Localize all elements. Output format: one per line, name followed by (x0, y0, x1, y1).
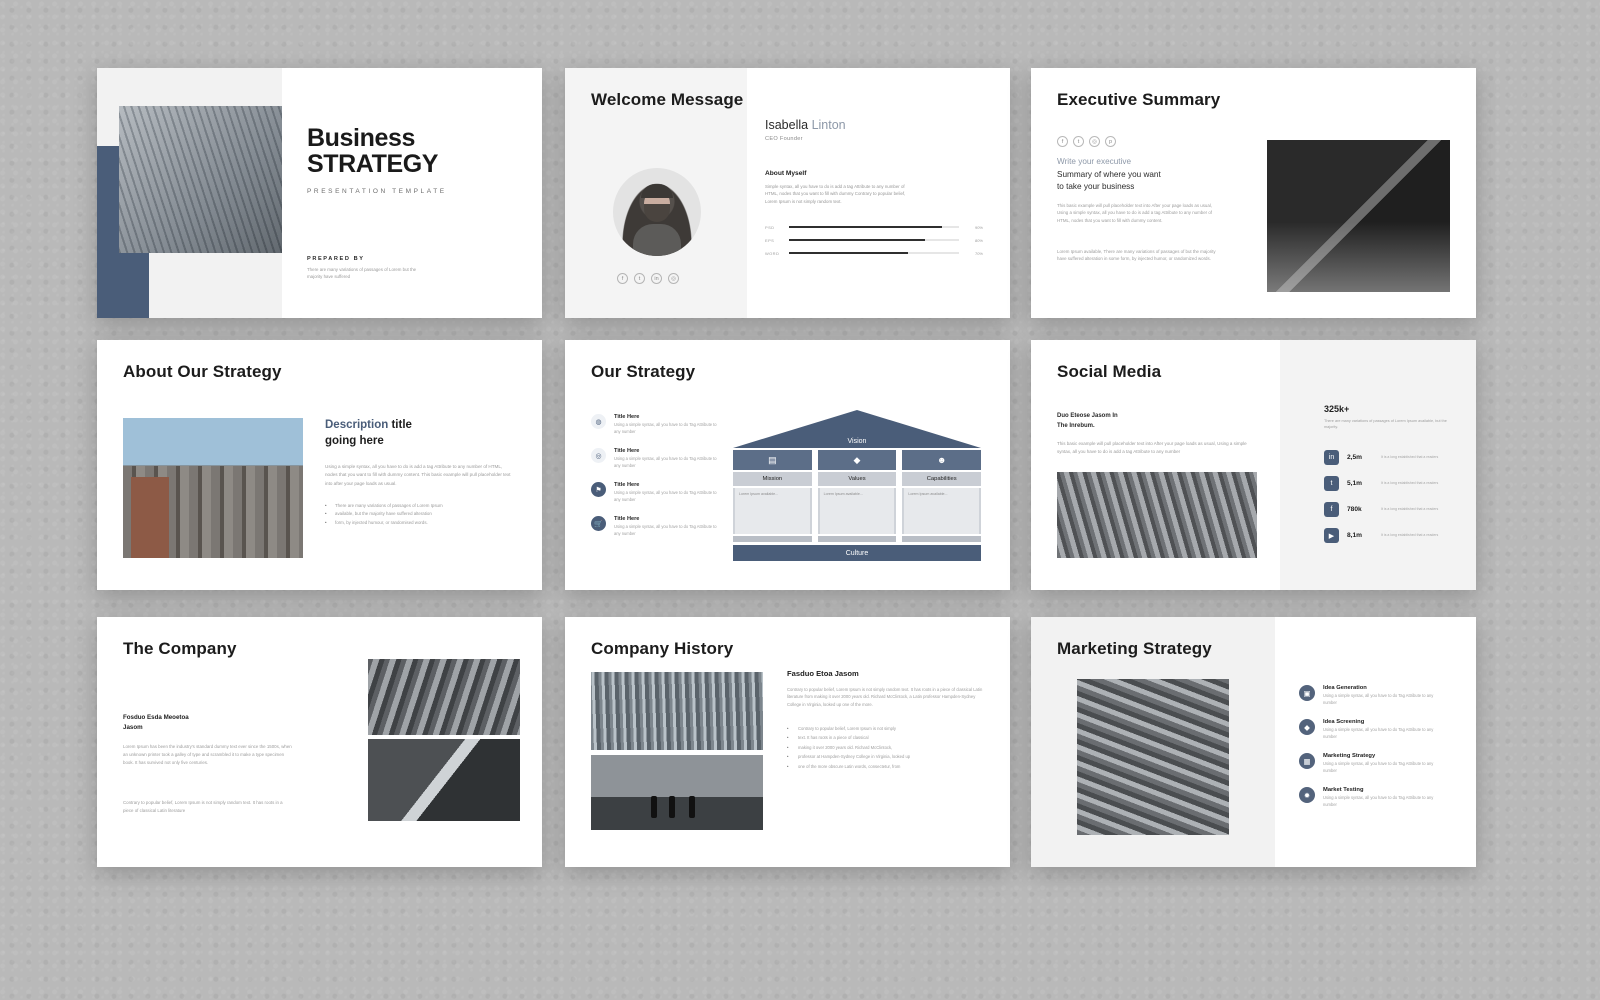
skill-value: 90% (974, 224, 983, 230)
roof-label: Vision (847, 438, 867, 445)
item-text: Using a simple syntax, all you have to do Tag Attribute to any number (614, 456, 717, 468)
description-title-line-2: going here (325, 434, 384, 447)
slide-social-media[interactable] (1031, 340, 1476, 590)
list-item: • making it over 2000 years old. Richard McClintock, (787, 743, 983, 752)
linkedin-icon[interactable]: in (651, 273, 662, 284)
target-icon: ◎ (591, 448, 606, 463)
monitor-icon: ▣ (1299, 685, 1315, 701)
list-item (1299, 753, 1447, 774)
summary-lead-line-2: Summary of where you want (1057, 169, 1161, 179)
pillar-base (902, 536, 981, 542)
slide-marketing-strategy[interactable] (1031, 617, 1476, 867)
description-block (325, 418, 515, 527)
page-title: Company History (591, 639, 734, 658)
people-icon: ☻ (902, 450, 981, 470)
description-title-accent: Description (325, 419, 392, 431)
social-subheading-line-2: The Inrebum. (1057, 422, 1095, 429)
person-last-name: Linton (811, 118, 846, 132)
company-subheading (123, 713, 273, 732)
pillar-name: Mission (733, 472, 812, 486)
title-subtitle: PRESENTATION TEMPLATE (307, 188, 447, 195)
pillar (902, 450, 981, 542)
skill-label: WORD (765, 250, 780, 256)
summary-lead-line-3: to take your business (1057, 182, 1135, 192)
photo-panel (131, 477, 169, 558)
slide-welcome-message[interactable] (565, 68, 1010, 318)
avatar-beard (644, 204, 670, 222)
twitter-icon[interactable]: t (1073, 136, 1084, 147)
person-role: CEO Founder (765, 136, 803, 142)
gear-icon: ✹ (1299, 787, 1315, 803)
about-body: Simple syntax, all you have to do is add a tag Attribute to any number of HTML, nodes that you want to fill with dummy Contrary to popular belief, Lorem Ipsum is not simply random text. (765, 184, 906, 204)
list-item (591, 482, 721, 503)
pillar-base (733, 536, 812, 542)
list-item[interactable] (1324, 476, 1438, 491)
skyscraper-photo (1077, 679, 1229, 835)
title-line-1: Business (307, 124, 415, 152)
skill-track (789, 239, 959, 241)
list-item (1299, 685, 1447, 706)
pillar-name: Values (818, 472, 897, 486)
temple-pillars (733, 450, 981, 542)
list-item: • text. It has roots in a piece of classical (787, 733, 983, 742)
follower-count: 325k+ (1324, 404, 1350, 414)
social-subheading-line-1: Duo Eteose Jasom In (1057, 413, 1118, 419)
prepared-by-block (307, 256, 427, 280)
channel-list (1324, 450, 1438, 554)
company-paragraph-2: Contrary to popular belief, Lorem Ipsum is not simply random text. It has roots in a piece of classical Latin literature (123, 800, 283, 813)
list-item: • form, by injected humour, or randomised words. (325, 519, 515, 527)
title-line-2: STRATEGY (307, 150, 439, 178)
item-text: Using a simple syntax, all you have to do Tag Attribute to any number (1323, 795, 1434, 807)
slide-company-history[interactable] (565, 617, 1010, 867)
history-body: Contrary to popular belief, Lorem Ipsum is not simply random text. It has roots in a piece of classical Latin literature from making it over 2000 years old. Richard McClintock, a Latin professor Hampden-Sydney College in Virginia, looked up one of the more. (787, 687, 983, 707)
item-title: Title Here (614, 414, 640, 420)
structure-photo (591, 672, 763, 750)
skill-row (765, 251, 983, 256)
skill-bars (765, 225, 983, 256)
item-text: Using a simple syntax, all you have to do Tag Attribute to any number (1323, 761, 1434, 773)
summary-lead (1057, 156, 1207, 194)
channel-note: It is a long established that a readers (1381, 454, 1439, 459)
channel-value: 780k (1347, 506, 1362, 513)
pillar-text: Lorem Ipsum available... (902, 488, 981, 534)
building-photo (119, 106, 282, 253)
bullet-list (787, 724, 983, 771)
facebook-icon[interactable]: f (1324, 502, 1339, 517)
list-item (591, 414, 721, 435)
temple-floor-label: Culture (733, 545, 981, 561)
pillar-text: Lorem Ipsum available... (733, 488, 812, 534)
facebook-icon[interactable]: f (617, 273, 628, 284)
photo-person (651, 796, 657, 818)
youtube-icon[interactable]: ▶ (1324, 528, 1339, 543)
description-title (325, 418, 515, 449)
channel-value: 5,1m (1347, 480, 1363, 487)
social-links[interactable] (617, 273, 679, 284)
list-item (591, 448, 721, 469)
page-title: Our Strategy (591, 362, 696, 381)
skill-value: 80% (974, 237, 983, 243)
skill-fill (789, 226, 942, 228)
avatar-hair (641, 184, 673, 198)
skill-label: EPS (765, 237, 775, 243)
item-text: Using a simple syntax, all you have to do Tag Attribute to any number (614, 490, 717, 502)
skill-label: PSD (765, 224, 775, 230)
item-text: Using a simple syntax, all you have to do Tag Attribute to any number (1323, 693, 1434, 705)
twitter-icon[interactable]: t (634, 273, 645, 284)
facebook-icon[interactable]: f (1057, 136, 1068, 147)
instagram-icon[interactable]: ◎ (668, 273, 679, 284)
people-photo (591, 755, 763, 830)
item-text: Using a simple syntax, all you have to do Tag Attribute to any number (614, 422, 717, 434)
diamond-icon: ◆ (1299, 719, 1315, 735)
bullet-list (325, 502, 515, 527)
list-item: • Contrary to popular belief, Lorem Ipsum is not simply (787, 724, 983, 733)
page-title: The Company (123, 639, 237, 658)
history-text-block (787, 669, 983, 771)
item-title: Title Here (614, 516, 640, 523)
list-item[interactable] (1324, 502, 1438, 517)
follower-count-note: There are many variations of passages of Lorem Ipsum available, but the majority. (1324, 419, 1447, 430)
page-title: Welcome Message (591, 90, 744, 109)
history-subheading: Fasduo Etoa Jasom (787, 669, 859, 678)
instagram-icon[interactable]: ◎ (1089, 136, 1100, 147)
person-name (765, 118, 983, 132)
item-title: Idea Generation (1323, 685, 1367, 691)
pillar-text: Lorem Ipsum available... (818, 488, 897, 534)
about-heading: About Myself (765, 170, 807, 177)
item-title: Title Here (614, 448, 640, 455)
page-title: Executive Summary (1057, 90, 1221, 109)
company-subheading-line-2: Jasom (123, 723, 143, 731)
building-photo (123, 418, 303, 558)
skill-track (789, 252, 959, 254)
list-item (591, 516, 721, 537)
channel-note: It is a long established that a readers (1381, 480, 1439, 485)
list-item: • available, but the majority have suffered alteration (325, 510, 515, 518)
list-item: • one of the more obscure Latin words, consectetur, from (787, 762, 983, 771)
list-item: • There are many variations of passages of Lorem Ipsum (325, 502, 515, 510)
skill-track (789, 226, 959, 228)
strategy-item-list (591, 414, 721, 550)
list-item (1299, 719, 1447, 740)
page-title: Marketing Strategy (1057, 639, 1212, 658)
twitter-icon[interactable]: t (1324, 476, 1339, 491)
item-text: Using a simple syntax, all you have to do Tag Attribute to any number (1323, 727, 1434, 739)
skill-value: 70% (974, 250, 983, 256)
avatar-body (633, 224, 681, 256)
slide-title[interactable] (97, 68, 542, 318)
item-text: Using a simple syntax, all you have to do Tag Attribute to any number (614, 524, 717, 536)
person-first-name: Isabella (765, 118, 809, 132)
marketing-item-list (1299, 685, 1447, 821)
globe-icon: ◍ (591, 414, 606, 429)
slide-about-our-strategy[interactable] (97, 340, 542, 590)
social-subheading (1057, 412, 1118, 431)
pillar (733, 450, 812, 542)
pinterest-icon[interactable]: p (1105, 136, 1116, 147)
list-item (1299, 787, 1447, 808)
social-body: This basic example will pull placeholder text into After your page loads as usual, Using a simple syntax, all you have to do is add a tag Attribute to any number (1057, 441, 1247, 454)
item-title: Idea Screening (1323, 719, 1365, 726)
prepared-by-text: There are many variations of passages of Lorem but the majority have suffered (307, 267, 417, 280)
description-body: Using a simple syntax, all you have to do is add a tag Attribute to any number of HTML, nodes that you want to fill with dummy content. This basic example will pull placeholder text into after your page loads as usual. (325, 464, 511, 486)
photo-person (689, 796, 695, 818)
chart-icon: ▦ (1299, 753, 1315, 769)
item-title: Title Here (614, 482, 640, 489)
stats-panel (1280, 340, 1476, 590)
building-corner-photo (368, 739, 520, 821)
channel-value: 2,5m (1347, 454, 1363, 461)
list-item[interactable] (1324, 450, 1438, 465)
architecture-photo (1267, 140, 1450, 292)
company-subheading-line-1: Fosduo Esda Meoetoa (123, 714, 189, 721)
skill-fill (789, 239, 925, 241)
channel-value: 8,1m (1347, 532, 1363, 539)
list-item[interactable] (1324, 528, 1438, 543)
photo-person (669, 796, 675, 818)
diamond-icon: ◆ (818, 450, 897, 470)
skill-row (765, 225, 983, 230)
description-title-bold: title (391, 419, 412, 431)
pillar-name: Capabilities (902, 472, 981, 486)
item-title: Market Testing (1323, 787, 1364, 794)
cart-icon: 🛒 (591, 516, 606, 531)
page-title: Social Media (1057, 362, 1162, 381)
summary-paragraph-1: This basic example will pull placeholder text into After your page loads as usual, Using a simple syntax, all you have to do is add a tag Attribute to any number of HTML, nodes that you want to fill with dummy content. (1057, 203, 1212, 223)
linkedin-icon[interactable]: in (1324, 450, 1339, 465)
slide-the-company[interactable] (97, 617, 542, 867)
skill-row (765, 238, 983, 243)
prepared-by-label: PREPARED BY (307, 256, 365, 262)
glass-facade-photo (368, 659, 520, 735)
social-links[interactable] (1057, 136, 1116, 147)
welcome-details (765, 118, 983, 264)
strategy-temple-diagram (733, 410, 981, 561)
page-title: About Our Strategy (123, 362, 282, 381)
list-item: • professor at Hampden-Sydney College in Virginia, looked up (787, 752, 983, 761)
summary-paragraph-2: Lorem Ipsum available, There are many variations of passages of but the majority have suffered alteration in some form, by injected humor, or randomized words. (1057, 249, 1216, 262)
page-title (307, 124, 447, 195)
slide-our-strategy[interactable] (565, 340, 1010, 590)
layers-icon: ▤ (733, 450, 812, 470)
slide-executive-summary[interactable] (1031, 68, 1476, 318)
flag-icon: ⚑ (591, 482, 606, 497)
item-title: Marketing Strategy (1323, 753, 1376, 760)
pillar-base (818, 536, 897, 542)
summary-lead-line-1: Write your executive (1057, 157, 1132, 166)
building-photo (1057, 472, 1257, 558)
company-paragraph-1: Lorem Ipsum has been the industry's standard dummy text ever since the 1500s, when an unknown printer took a galley of type and scrambled it to make a type specimen book. It has survived not only five centuries. (123, 744, 292, 765)
avatar (613, 168, 701, 256)
temple-roof (733, 410, 981, 448)
channel-note: It is a long established that a readers (1381, 532, 1439, 537)
skill-fill (789, 252, 908, 254)
channel-note: It is a long established that a readers (1381, 506, 1439, 511)
pillar (818, 450, 897, 542)
